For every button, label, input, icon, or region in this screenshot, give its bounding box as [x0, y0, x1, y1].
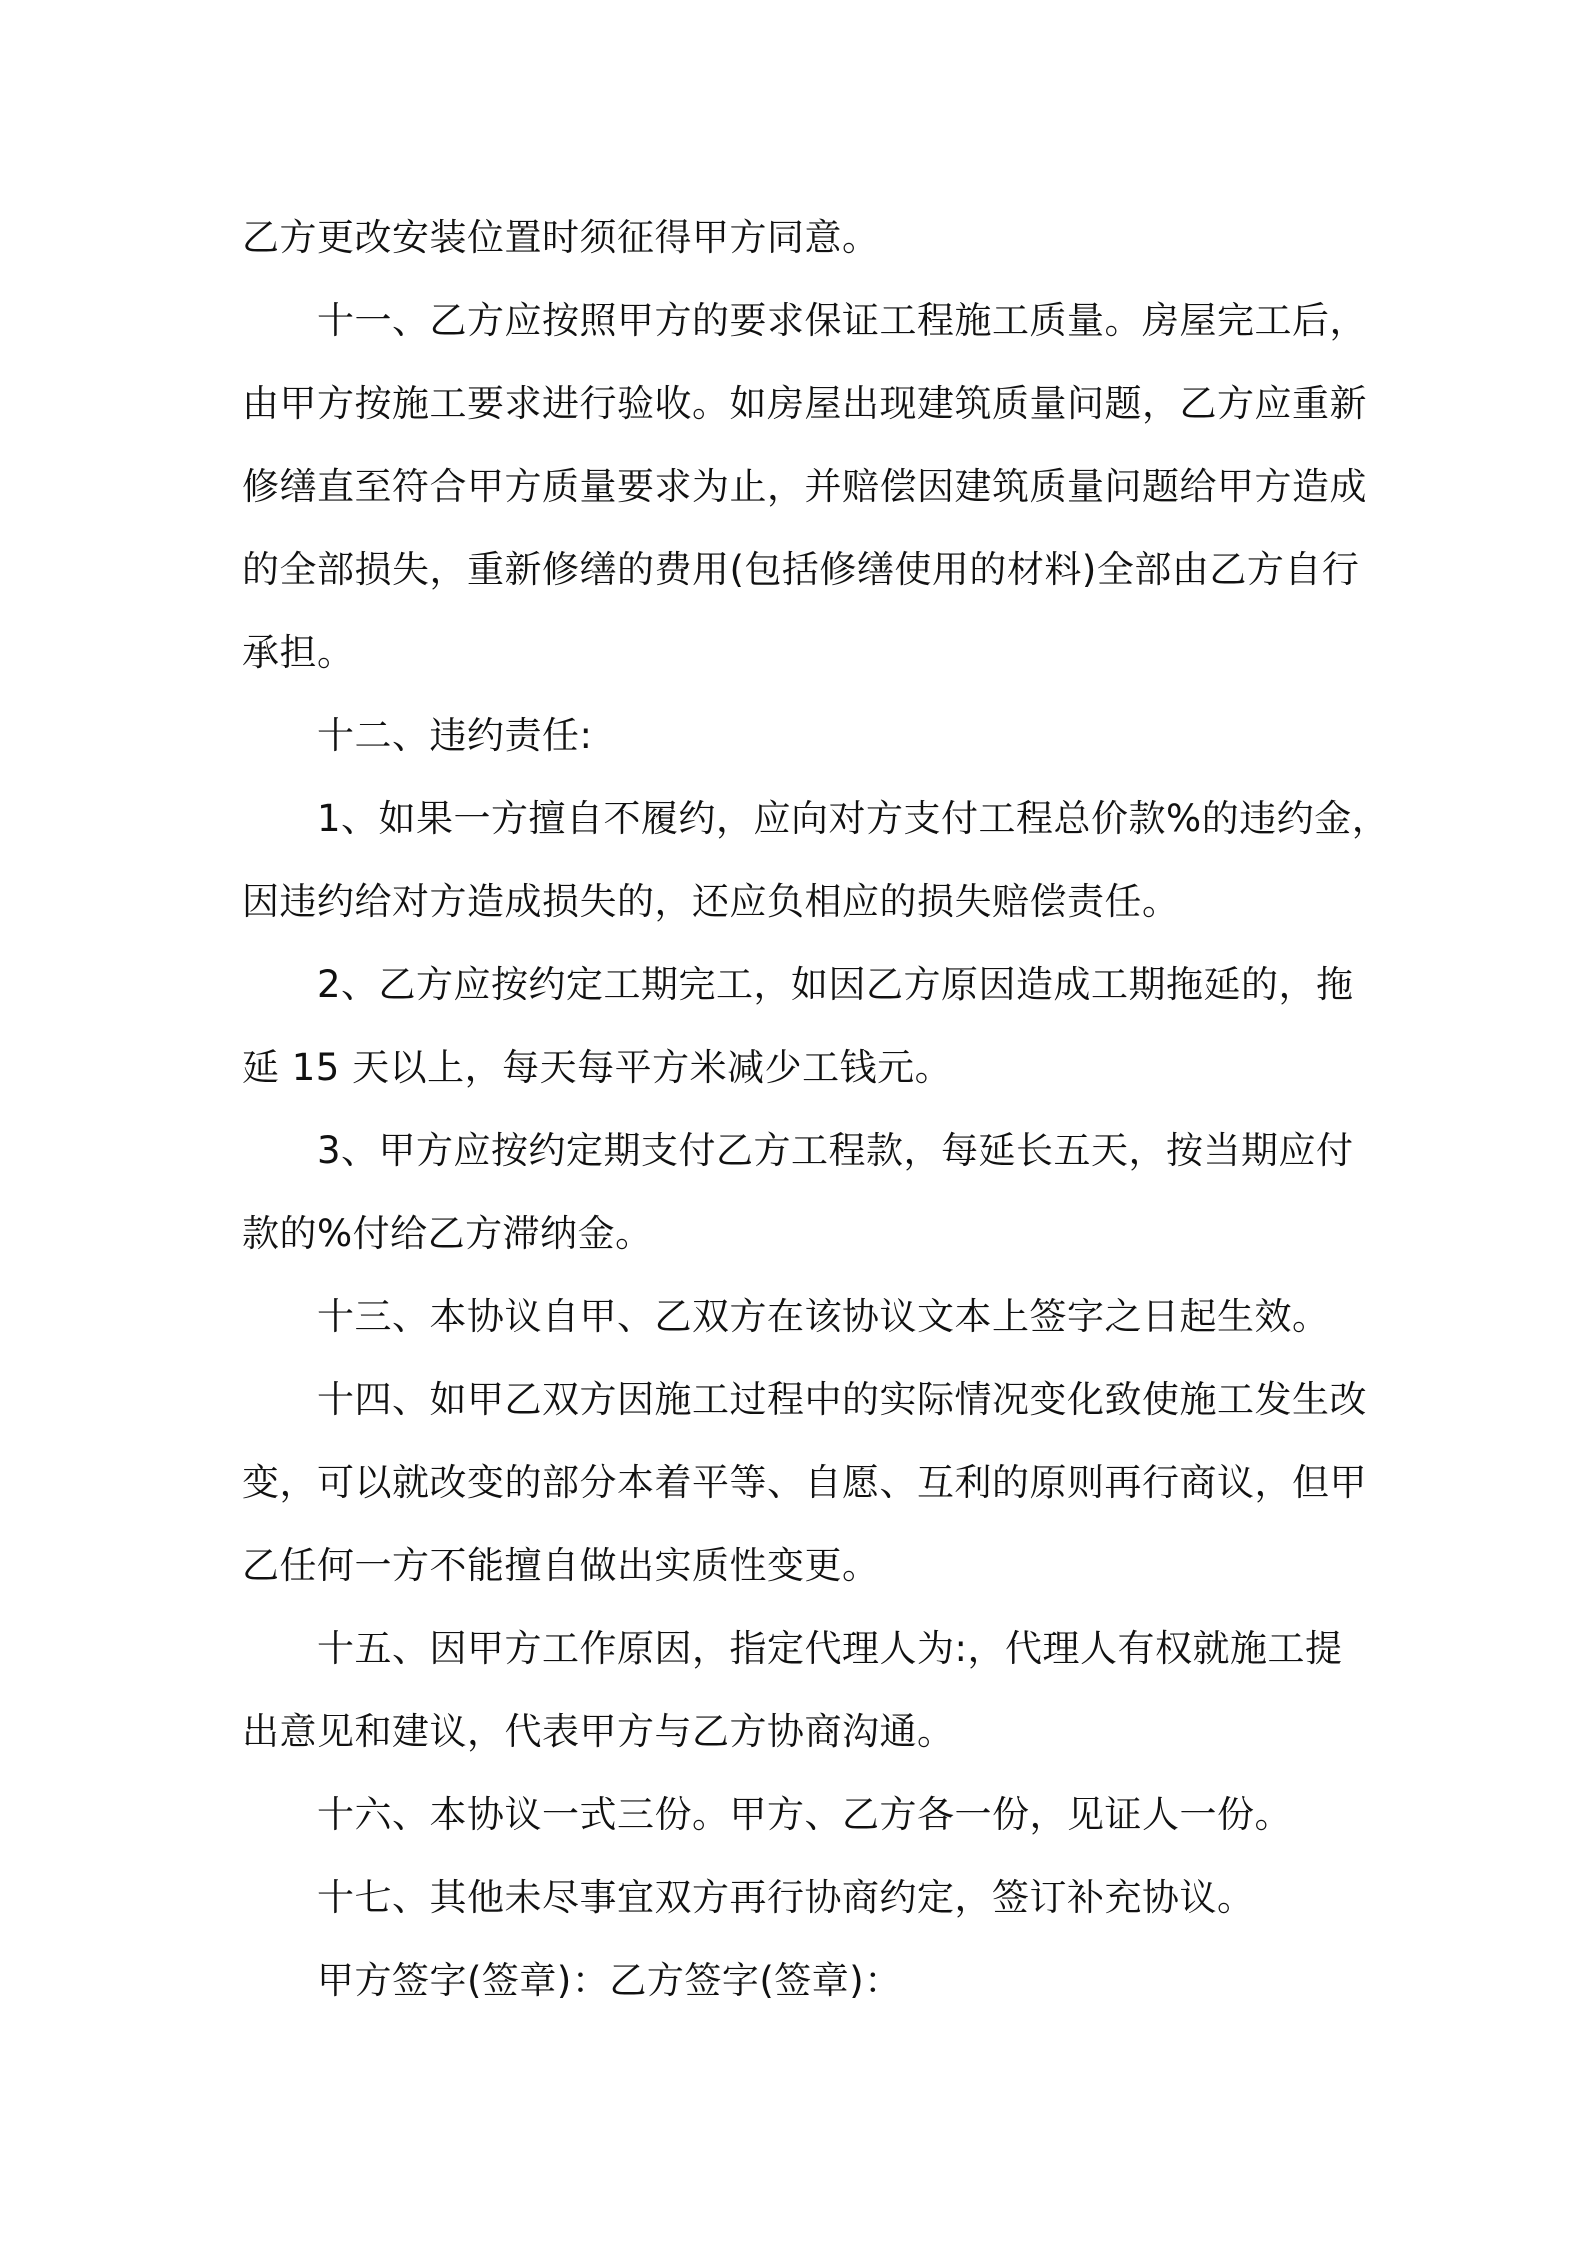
text-line: 修缮直至符合甲方质量要求为止，并赔偿因建筑质量问题给甲方造成: [242, 465, 1367, 508]
paragraph-clause-14: [242, 1358, 1367, 1607]
text-line: 乙方更改安装位置时须征得甲方同意。: [242, 216, 880, 259]
document-body: [242, 196, 1390, 2022]
text-line: 十一、乙方应按照甲方的要求保证工程施工质量。房屋完工后，: [317, 299, 1367, 342]
signature-line: [242, 1939, 1360, 2022]
text-line: 十七、其他未尽事宜双方再行协商约定，签订补充协议。: [317, 1876, 1255, 1919]
paragraph-clause-16: [242, 1773, 1360, 1856]
text-line: 的全部损失，重新修缮的费用(包括修缮使用的材料)全部由乙方自行: [242, 548, 1360, 591]
section-heading: 十二、违约责任:: [317, 714, 593, 757]
text-line: 款的%付给乙方滞纳金。: [242, 1212, 653, 1255]
paragraph-clause-12-item-3: [242, 1109, 1360, 1275]
paragraph-clause-15: [242, 1607, 1360, 1773]
paragraph-clause-12-item-1: [242, 777, 1390, 943]
paragraph-clause-13: [242, 1275, 1360, 1358]
text-line: 十四、如甲乙双方因施工过程中的实际情况变化致使施工发生改: [317, 1378, 1367, 1421]
paragraph-clause-12-item-2: [242, 943, 1360, 1109]
text-line: 因违约给对方造成损失的，还应负相应的损失赔偿责任。: [242, 880, 1180, 923]
paragraph-1: [242, 196, 1360, 279]
text-line: 由甲方按施工要求进行验收。如房屋出现建筑质量问题，乙方应重新: [242, 382, 1367, 425]
text-line: 1、如果一方擅自不履约，应向对方支付工程总价款%的违约金，: [317, 797, 1390, 840]
text-line: 十三、本协议自甲、乙双方在该协议文本上签字之日起生效。: [317, 1295, 1330, 1338]
signature-text: 甲方签字(签章)：乙方签字(签章)：: [317, 1959, 902, 2002]
paragraph-clause-12: [242, 694, 1360, 777]
text-line: 出意见和建议，代表甲方与乙方协商沟通。: [242, 1710, 955, 1753]
text-line: 2、乙方应按约定工期完工，如因乙方原因造成工期拖延的，拖: [317, 963, 1354, 1006]
text-line: 3、甲方应按约定期支付乙方工程款，每延长五天，按当期应付: [317, 1129, 1354, 1172]
text-line: 十五、因甲方工作原因，指定代理人为:，代理人有权就施工提: [317, 1627, 1343, 1670]
text-line: 延 15 天以上，每天每平方米减少工钱元。: [242, 1046, 953, 1089]
text-line: 承担。: [242, 631, 355, 674]
paragraph-clause-11: [242, 279, 1367, 694]
text-line: 乙任何一方不能擅自做出实质性变更。: [242, 1544, 880, 1587]
text-line: 变，可以就改变的部分本着平等、自愿、互利的原则再行商议，但甲: [242, 1461, 1367, 1504]
paragraph-clause-17: [242, 1856, 1360, 1939]
text-line: 十六、本协议一式三份。甲方、乙方各一份，见证人一份。: [317, 1793, 1292, 1836]
